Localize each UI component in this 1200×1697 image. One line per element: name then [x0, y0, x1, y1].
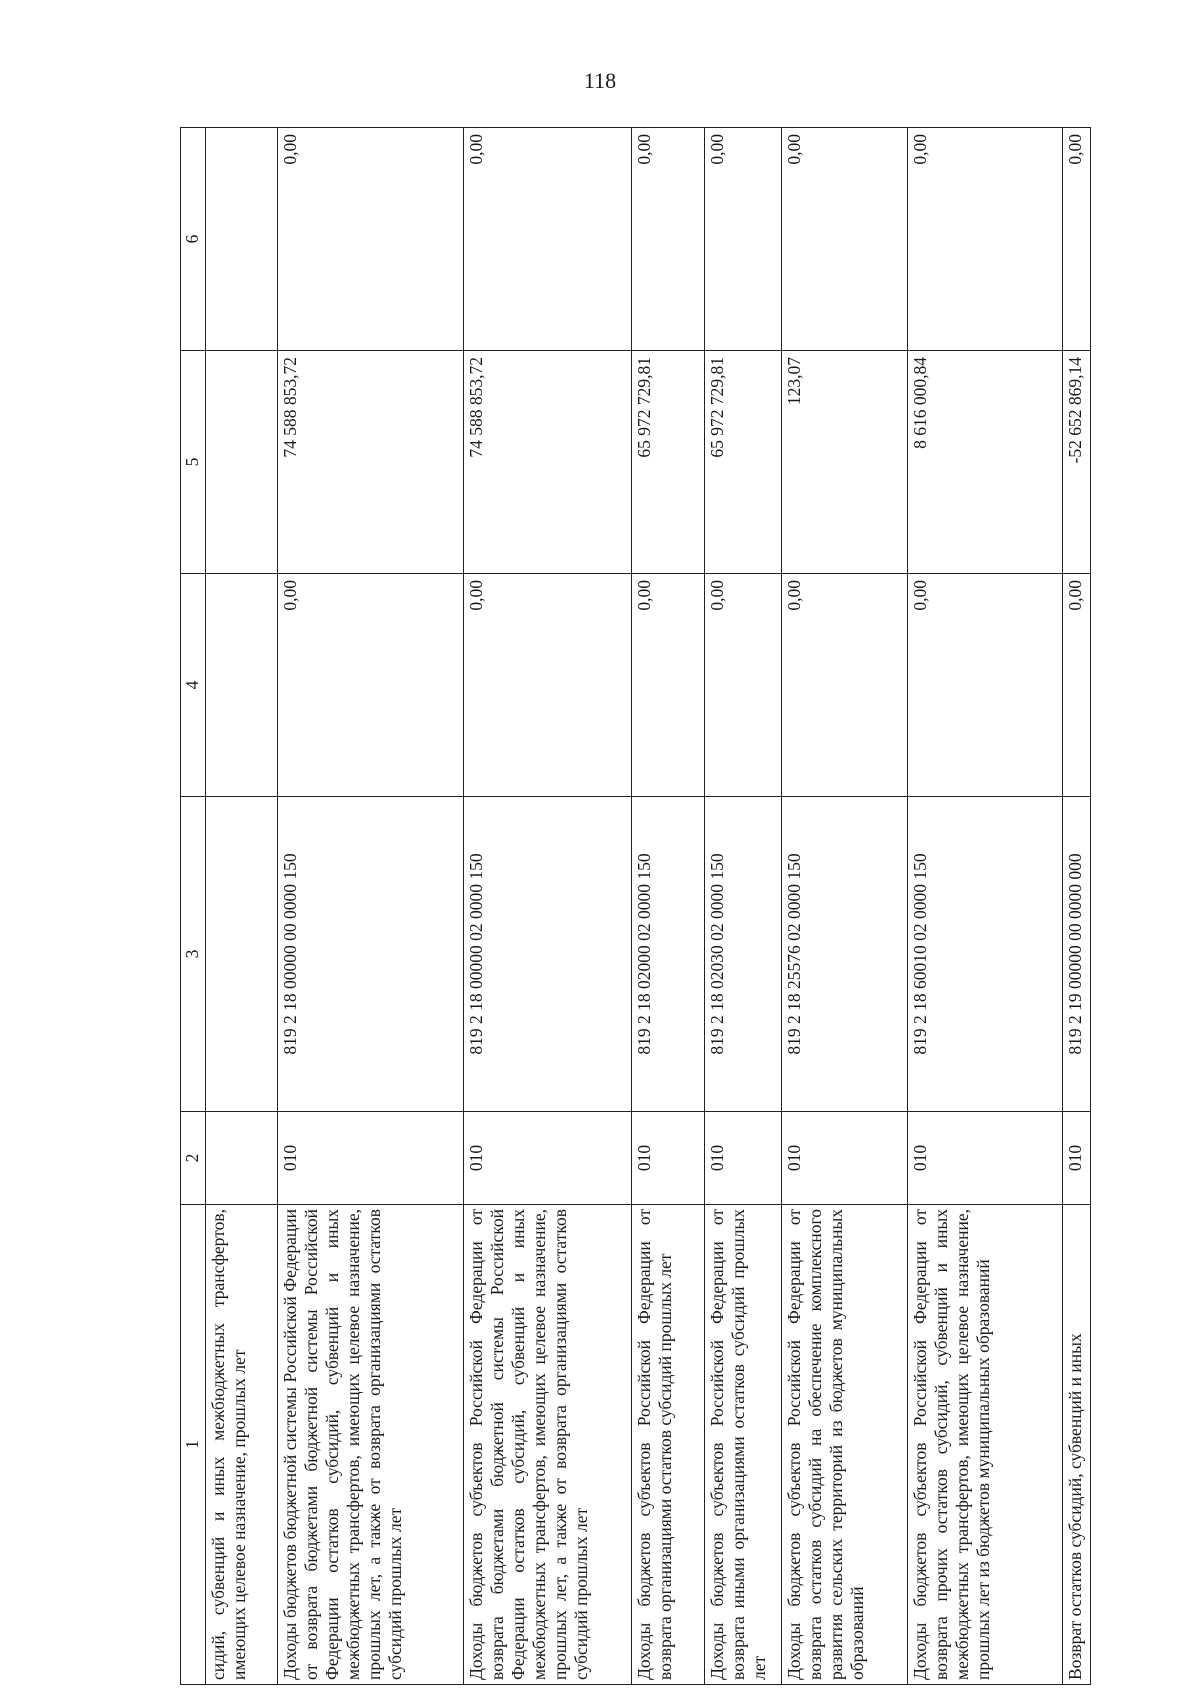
row-value-4: 0,00: [705, 574, 782, 797]
header-col-5: 5: [181, 351, 206, 574]
row-budget-code: 819 2 18 02030 02 0000 150: [705, 797, 782, 1112]
row-budget-code: 819 2 18 60010 02 0000 150: [908, 797, 1063, 1112]
row-value-6: 0,00: [908, 128, 1063, 351]
row-value-6: 0,00: [278, 128, 464, 351]
row-budget-code: 819 2 19 00000 00 0000 000: [1063, 797, 1091, 1112]
table-row: [278, 128, 464, 1685]
header-col-1: 1: [181, 1205, 206, 1685]
row-value-4: 0,00: [632, 574, 705, 797]
row-description: Доходы бюджетов субъектов Российской Федерации от возврата организациями остатков субсидий прошлых лет: [632, 1205, 705, 1685]
row-budget-code: 819 2 18 00000 02 0000 150: [464, 797, 632, 1112]
row-description: Доходы бюджетов бюджетной системы Российской Федерации от возврата бюджетами бюджетной системы Российской Федерации остатков субсидий, субвенций и иных межбюджетных трансфертов, имеющих целевое назначение, прошлых лет, а также от возврата организациями остатков субсидий прошлых лет: [278, 1205, 464, 1685]
table-row: [206, 128, 278, 1685]
row-value-6: [206, 128, 278, 351]
row-value-6: 0,00: [705, 128, 782, 351]
row-budget-code: 819 2 18 02000 02 0000 150: [632, 797, 705, 1112]
row-value-5: 65 972 729,81: [705, 351, 782, 574]
table-row: [782, 128, 908, 1685]
row-value-5: 123,07: [782, 351, 908, 574]
row-line-code: 010: [632, 1112, 705, 1205]
row-description: Доходы бюджетов субъектов Российской Федерации от возврата остатков субсидий на обеспечение комплексного развития сельских территорий из бюджетов муниципальных образований: [782, 1205, 908, 1685]
row-budget-code: 819 2 18 00000 00 0000 150: [278, 797, 464, 1112]
row-line-code: [206, 1112, 278, 1205]
row-line-code: 010: [278, 1112, 464, 1205]
budget-table: [180, 127, 1091, 1685]
header-col-6: 6: [181, 128, 206, 351]
row-value-5: 65 972 729,81: [632, 351, 705, 574]
row-value-5: 8 616 000,84: [908, 351, 1063, 574]
row-description: Доходы бюджетов субъектов Российской Федерации от возврата иными организациями остатков субсидий прошлых лет: [705, 1205, 782, 1685]
row-value-5: 74 588 853,72: [464, 351, 632, 574]
page-number: 118: [583, 68, 617, 93]
table-row: [464, 128, 632, 1685]
header-row: [181, 128, 206, 1685]
table-row: [632, 128, 705, 1685]
table-row: [908, 128, 1063, 1685]
row-description: Доходы бюджетов субъектов Российской Федерации от возврата прочих остатков субсидий, субвенций и иных межбюджетных трансфертов, имеющих целевое назначение, прошлых лет из бюджетов муниципальных образований: [908, 1205, 1063, 1685]
row-budget-code: 819 2 18 25576 02 0000 150: [782, 797, 908, 1112]
row-budget-code: [206, 797, 278, 1112]
row-description: сидий, субвенций и иных межбюджетных трансфертов, имеющих целевое назначение, прошлых лет: [206, 1205, 278, 1685]
row-value-4: 0,00: [464, 574, 632, 797]
row-line-code: 010: [782, 1112, 908, 1205]
header-col-2: 2: [181, 1112, 206, 1205]
row-value-4: 0,00: [278, 574, 464, 797]
row-line-code: 010: [705, 1112, 782, 1205]
row-value-6: 0,00: [782, 128, 908, 351]
header-col-4: 4: [181, 574, 206, 797]
row-value-5: [206, 351, 278, 574]
row-line-code: 010: [464, 1112, 632, 1205]
row-value-4: 0,00: [1063, 574, 1091, 797]
row-value-6: 0,00: [464, 128, 632, 351]
row-value-5: -52 652 869,14: [1063, 351, 1091, 574]
row-value-4: [206, 574, 278, 797]
table-row: [1063, 128, 1091, 1685]
row-value-4: 0,00: [908, 574, 1063, 797]
row-value-4: 0,00: [782, 574, 908, 797]
row-value-5: 74 588 853,72: [278, 351, 464, 574]
row-line-code: 010: [1063, 1112, 1091, 1205]
row-line-code: 010: [908, 1112, 1063, 1205]
row-value-6: 0,00: [1063, 128, 1091, 351]
row-value-6: 0,00: [632, 128, 705, 351]
row-description: Доходы бюджетов субъектов Российской Федерации от возврата бюджетами бюджетной системы Российской Федерации остатков субсидий, субвенций и иных межбюджетных трансфертов, имеющих целевое назначение, прошлых лет, а также от возврата организациями остатков субсидий прошлых лет: [464, 1205, 632, 1685]
rotated-table-container: [180, 128, 1085, 1685]
table-row: [705, 128, 782, 1685]
header-col-3: 3: [181, 797, 206, 1112]
row-description: Возврат остатков субсидий, субвенций и иных: [1063, 1205, 1091, 1685]
